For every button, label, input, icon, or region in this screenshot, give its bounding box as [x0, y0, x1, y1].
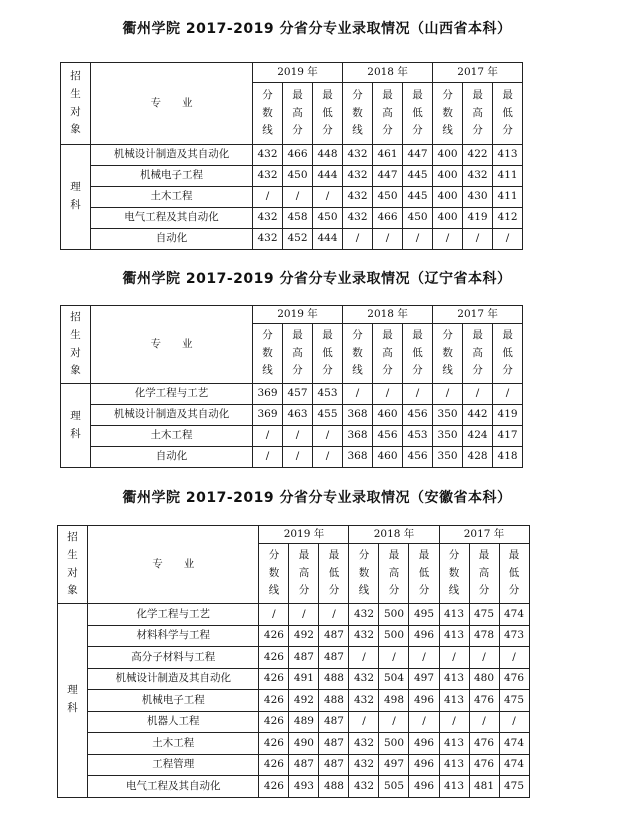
score-cell: 493 [289, 776, 319, 798]
header-year: 2017 年 [433, 306, 523, 324]
score-cell: / [463, 384, 493, 405]
score-cell: 432 [343, 145, 373, 166]
header-subcol: 分 数 线 [253, 324, 283, 384]
header-subcol: 最 高 分 [283, 83, 313, 145]
header-subcol: 最 低 分 [403, 324, 433, 384]
score-cell: / [253, 426, 283, 447]
score-cell: 400 [433, 145, 463, 166]
score-cell: 350 [433, 405, 463, 426]
table-row [61, 447, 523, 468]
table-row [58, 711, 530, 733]
header-subcol: 最 低 分 [319, 544, 349, 604]
score-cell: 444 [313, 229, 343, 250]
score-cell: 476 [499, 668, 529, 690]
score-cell: 487 [319, 647, 349, 669]
major-cell: 电气工程及其自动化 [88, 776, 259, 798]
major-cell: 自动化 [91, 229, 253, 250]
header-year: 2017 年 [433, 63, 523, 83]
score-cell: 480 [469, 668, 499, 690]
score-cell: 432 [349, 668, 379, 690]
score-cell: 400 [433, 166, 463, 187]
score-cell: 497 [379, 754, 409, 776]
score-cell: 475 [499, 776, 529, 798]
major-cell: 机械电子工程 [91, 166, 253, 187]
header-subcol: 分 数 线 [349, 544, 379, 604]
score-cell: / [403, 384, 433, 405]
score-cell: 490 [289, 733, 319, 755]
section-title: 衢州学院 2017-2019 分省分专业录取情况（安徽省本科） [122, 490, 512, 506]
score-cell: 489 [289, 711, 319, 733]
header-year: 2019 年 [259, 526, 349, 544]
score-cell: 426 [259, 690, 289, 712]
score-cell: 487 [319, 711, 349, 733]
score-cell: / [409, 647, 439, 669]
score-cell: / [379, 711, 409, 733]
major-cell: 高分子材料与工程 [88, 647, 259, 669]
table-row [61, 166, 523, 187]
score-cell: 450 [313, 208, 343, 229]
table-row [61, 187, 523, 208]
major-cell: 机械电子工程 [88, 690, 259, 712]
header-major: 专 业 [91, 306, 253, 384]
major-cell: 工程管理 [88, 754, 259, 776]
score-cell: / [319, 604, 349, 626]
table-row [58, 668, 530, 690]
score-cell: 413 [439, 625, 469, 647]
admission-table [60, 305, 523, 468]
score-cell: 500 [379, 733, 409, 755]
major-cell: 机械设计制造及其自动化 [91, 145, 253, 166]
score-cell: 500 [379, 625, 409, 647]
score-cell: 476 [469, 733, 499, 755]
score-cell: / [349, 647, 379, 669]
score-cell: 417 [493, 426, 523, 447]
score-cell: 495 [409, 604, 439, 626]
header-year: 2018 年 [349, 526, 439, 544]
header-subcol: 分 数 线 [343, 83, 373, 145]
score-cell: 428 [463, 447, 493, 468]
score-cell: / [289, 604, 319, 626]
table-row [58, 776, 530, 798]
score-cell: 450 [373, 187, 403, 208]
header-subcol: 最 低 分 [493, 83, 523, 145]
score-cell: 504 [379, 668, 409, 690]
table-row [58, 733, 530, 755]
table-row [61, 229, 523, 250]
table-row [61, 384, 523, 405]
score-cell: / [439, 647, 469, 669]
score-cell: / [493, 384, 523, 405]
score-cell: / [343, 229, 373, 250]
category-cell: 理 科 [61, 384, 91, 468]
header-subcol: 分 数 线 [433, 83, 463, 145]
score-cell: / [253, 187, 283, 208]
score-cell: 426 [259, 625, 289, 647]
score-cell: 419 [463, 208, 493, 229]
score-cell: / [343, 384, 373, 405]
score-cell: 455 [313, 405, 343, 426]
table-row [58, 625, 530, 647]
header-target: 招 生 对 象 [61, 306, 91, 384]
header-subcol: 分 数 线 [439, 544, 469, 604]
score-cell: 432 [343, 208, 373, 229]
header-target: 招 生 对 象 [61, 63, 91, 145]
score-cell: / [499, 647, 529, 669]
score-cell: / [283, 447, 313, 468]
header-subcol: 分 数 线 [259, 544, 289, 604]
score-cell: 413 [439, 733, 469, 755]
header-year: 2019 年 [253, 306, 343, 324]
category-cell: 理 科 [58, 604, 88, 798]
score-cell: 488 [319, 776, 349, 798]
score-cell: 456 [403, 405, 433, 426]
score-cell: 413 [439, 690, 469, 712]
table-row [61, 145, 523, 166]
score-cell: 456 [403, 447, 433, 468]
header-major: 专 业 [91, 63, 253, 145]
major-cell: 材料科学与工程 [88, 625, 259, 647]
header-target: 招 生 对 象 [58, 526, 88, 604]
table-row [61, 426, 523, 447]
score-cell: 426 [259, 668, 289, 690]
score-cell: 474 [499, 733, 529, 755]
header-subcol: 最 高 分 [463, 324, 493, 384]
header-subcol: 最 高 分 [379, 544, 409, 604]
score-cell: / [439, 711, 469, 733]
score-cell: 491 [289, 668, 319, 690]
score-cell: 488 [319, 690, 349, 712]
score-cell: 487 [289, 647, 319, 669]
section-title: 衢州学院 2017-2019 分省分专业录取情况（辽宁省本科） [122, 271, 512, 287]
score-cell: 460 [373, 447, 403, 468]
admission-table [60, 62, 523, 250]
table-row [58, 690, 530, 712]
score-cell: 445 [403, 187, 433, 208]
score-cell: 432 [349, 754, 379, 776]
score-cell: 450 [283, 166, 313, 187]
major-cell: 土木工程 [88, 733, 259, 755]
score-cell: 432 [253, 145, 283, 166]
score-cell: 475 [469, 604, 499, 626]
major-cell: 土木工程 [91, 426, 253, 447]
score-cell: 413 [439, 754, 469, 776]
score-cell: 481 [469, 776, 499, 798]
score-cell: 419 [493, 405, 523, 426]
score-cell: / [373, 384, 403, 405]
score-cell: / [349, 711, 379, 733]
score-cell: 456 [373, 426, 403, 447]
score-cell: 447 [373, 166, 403, 187]
score-cell: 411 [493, 187, 523, 208]
admission-table [57, 525, 530, 798]
header-major: 专 业 [88, 526, 259, 604]
score-cell: 368 [343, 405, 373, 426]
score-cell: 496 [409, 625, 439, 647]
score-cell: / [433, 384, 463, 405]
score-cell: 432 [349, 625, 379, 647]
score-cell: 505 [379, 776, 409, 798]
header-subcol: 分 数 线 [343, 324, 373, 384]
score-cell: / [283, 187, 313, 208]
score-cell: 432 [343, 187, 373, 208]
score-cell: 498 [379, 690, 409, 712]
score-cell: / [493, 229, 523, 250]
score-cell: 369 [253, 405, 283, 426]
score-cell: 500 [379, 604, 409, 626]
score-cell: 458 [283, 208, 313, 229]
score-cell: 432 [253, 166, 283, 187]
score-cell: 432 [253, 208, 283, 229]
score-cell: 426 [259, 711, 289, 733]
header-subcol: 最 高 分 [373, 83, 403, 145]
header-subcol: 最 高 分 [463, 83, 493, 145]
score-cell: 487 [319, 754, 349, 776]
score-cell: 432 [349, 690, 379, 712]
score-cell: 411 [493, 166, 523, 187]
score-cell: 497 [409, 668, 439, 690]
score-cell: 432 [349, 733, 379, 755]
table-row [58, 604, 530, 626]
score-cell: 350 [433, 426, 463, 447]
score-cell: 474 [499, 604, 529, 626]
header-subcol: 最 高 分 [373, 324, 403, 384]
header-year: 2018 年 [343, 306, 433, 324]
score-cell: 368 [343, 447, 373, 468]
score-cell: 475 [499, 690, 529, 712]
category-cell: 理 科 [61, 145, 91, 250]
score-cell: / [433, 229, 463, 250]
score-cell: / [253, 447, 283, 468]
score-cell: 447 [403, 145, 433, 166]
score-cell: 432 [349, 776, 379, 798]
header-year: 2018 年 [343, 63, 433, 83]
score-cell: 445 [403, 166, 433, 187]
major-cell: 电气工程及其自动化 [91, 208, 253, 229]
score-cell: 453 [403, 426, 433, 447]
score-cell: 492 [289, 690, 319, 712]
score-cell: 452 [283, 229, 313, 250]
header-subcol: 分 数 线 [253, 83, 283, 145]
table-row [58, 647, 530, 669]
score-cell: 496 [409, 690, 439, 712]
score-cell: 426 [259, 754, 289, 776]
score-cell: 473 [499, 625, 529, 647]
score-cell: 488 [319, 668, 349, 690]
header-subcol: 最 低 分 [493, 324, 523, 384]
score-cell: 442 [463, 405, 493, 426]
score-cell: 426 [259, 733, 289, 755]
score-cell: / [463, 229, 493, 250]
score-cell: 426 [259, 647, 289, 669]
score-cell: 400 [433, 187, 463, 208]
score-cell: 450 [403, 208, 433, 229]
score-cell: 369 [253, 384, 283, 405]
major-cell: 化学工程与工艺 [91, 384, 253, 405]
score-cell: / [313, 187, 343, 208]
header-subcol: 最 高 分 [283, 324, 313, 384]
header-subcol: 最 低 分 [313, 324, 343, 384]
score-cell: 430 [463, 187, 493, 208]
table-row [61, 208, 523, 229]
section-title: 衢州学院 2017-2019 分省分专业录取情况（山西省本科） [122, 21, 512, 37]
score-cell: 476 [469, 754, 499, 776]
score-cell: 400 [433, 208, 463, 229]
score-cell: 474 [499, 754, 529, 776]
score-cell: 422 [463, 145, 493, 166]
score-cell: / [283, 426, 313, 447]
score-cell: 426 [259, 776, 289, 798]
score-cell: 478 [469, 625, 499, 647]
score-cell: 466 [373, 208, 403, 229]
header-subcol: 最 高 分 [289, 544, 319, 604]
score-cell: 444 [313, 166, 343, 187]
score-cell: 496 [409, 754, 439, 776]
score-cell: 487 [319, 625, 349, 647]
score-cell: / [313, 426, 343, 447]
score-cell: 448 [313, 145, 343, 166]
score-cell: 457 [283, 384, 313, 405]
score-cell: 424 [463, 426, 493, 447]
header-subcol: 最 高 分 [469, 544, 499, 604]
header-subcol: 最 低 分 [403, 83, 433, 145]
score-cell: 453 [313, 384, 343, 405]
score-cell: 432 [343, 166, 373, 187]
score-cell: 496 [409, 733, 439, 755]
major-cell: 化学工程与工艺 [88, 604, 259, 626]
major-cell: 土木工程 [91, 187, 253, 208]
score-cell: 476 [469, 690, 499, 712]
score-cell: 413 [439, 776, 469, 798]
header-subcol: 分 数 线 [433, 324, 463, 384]
score-cell: 460 [373, 405, 403, 426]
major-cell: 自动化 [91, 447, 253, 468]
score-cell: 492 [289, 625, 319, 647]
score-cell: / [403, 229, 433, 250]
major-cell: 机器人工程 [88, 711, 259, 733]
major-cell: 机械设计制造及其自动化 [91, 405, 253, 426]
score-cell: 461 [373, 145, 403, 166]
score-cell: / [313, 447, 343, 468]
score-cell: / [499, 711, 529, 733]
score-cell: 432 [349, 604, 379, 626]
major-cell: 机械设计制造及其自动化 [88, 668, 259, 690]
score-cell: 432 [463, 166, 493, 187]
score-cell: / [469, 711, 499, 733]
score-cell: / [469, 647, 499, 669]
score-cell: 487 [289, 754, 319, 776]
score-cell: 418 [493, 447, 523, 468]
score-cell: 466 [283, 145, 313, 166]
header-subcol: 最 低 分 [313, 83, 343, 145]
score-cell: 413 [493, 145, 523, 166]
header-subcol: 最 低 分 [499, 544, 529, 604]
score-cell: / [379, 647, 409, 669]
score-cell: 413 [439, 604, 469, 626]
score-cell: 368 [343, 426, 373, 447]
header-year: 2019 年 [253, 63, 343, 83]
score-cell: 432 [253, 229, 283, 250]
score-cell: 487 [319, 733, 349, 755]
score-cell: 496 [409, 776, 439, 798]
score-cell: / [373, 229, 403, 250]
table-row [61, 405, 523, 426]
table-row [58, 754, 530, 776]
score-cell: 463 [283, 405, 313, 426]
score-cell: / [259, 604, 289, 626]
score-cell: 412 [493, 208, 523, 229]
score-cell: / [409, 711, 439, 733]
score-cell: 413 [439, 668, 469, 690]
header-subcol: 最 低 分 [409, 544, 439, 604]
score-cell: 350 [433, 447, 463, 468]
header-year: 2017 年 [439, 526, 529, 544]
